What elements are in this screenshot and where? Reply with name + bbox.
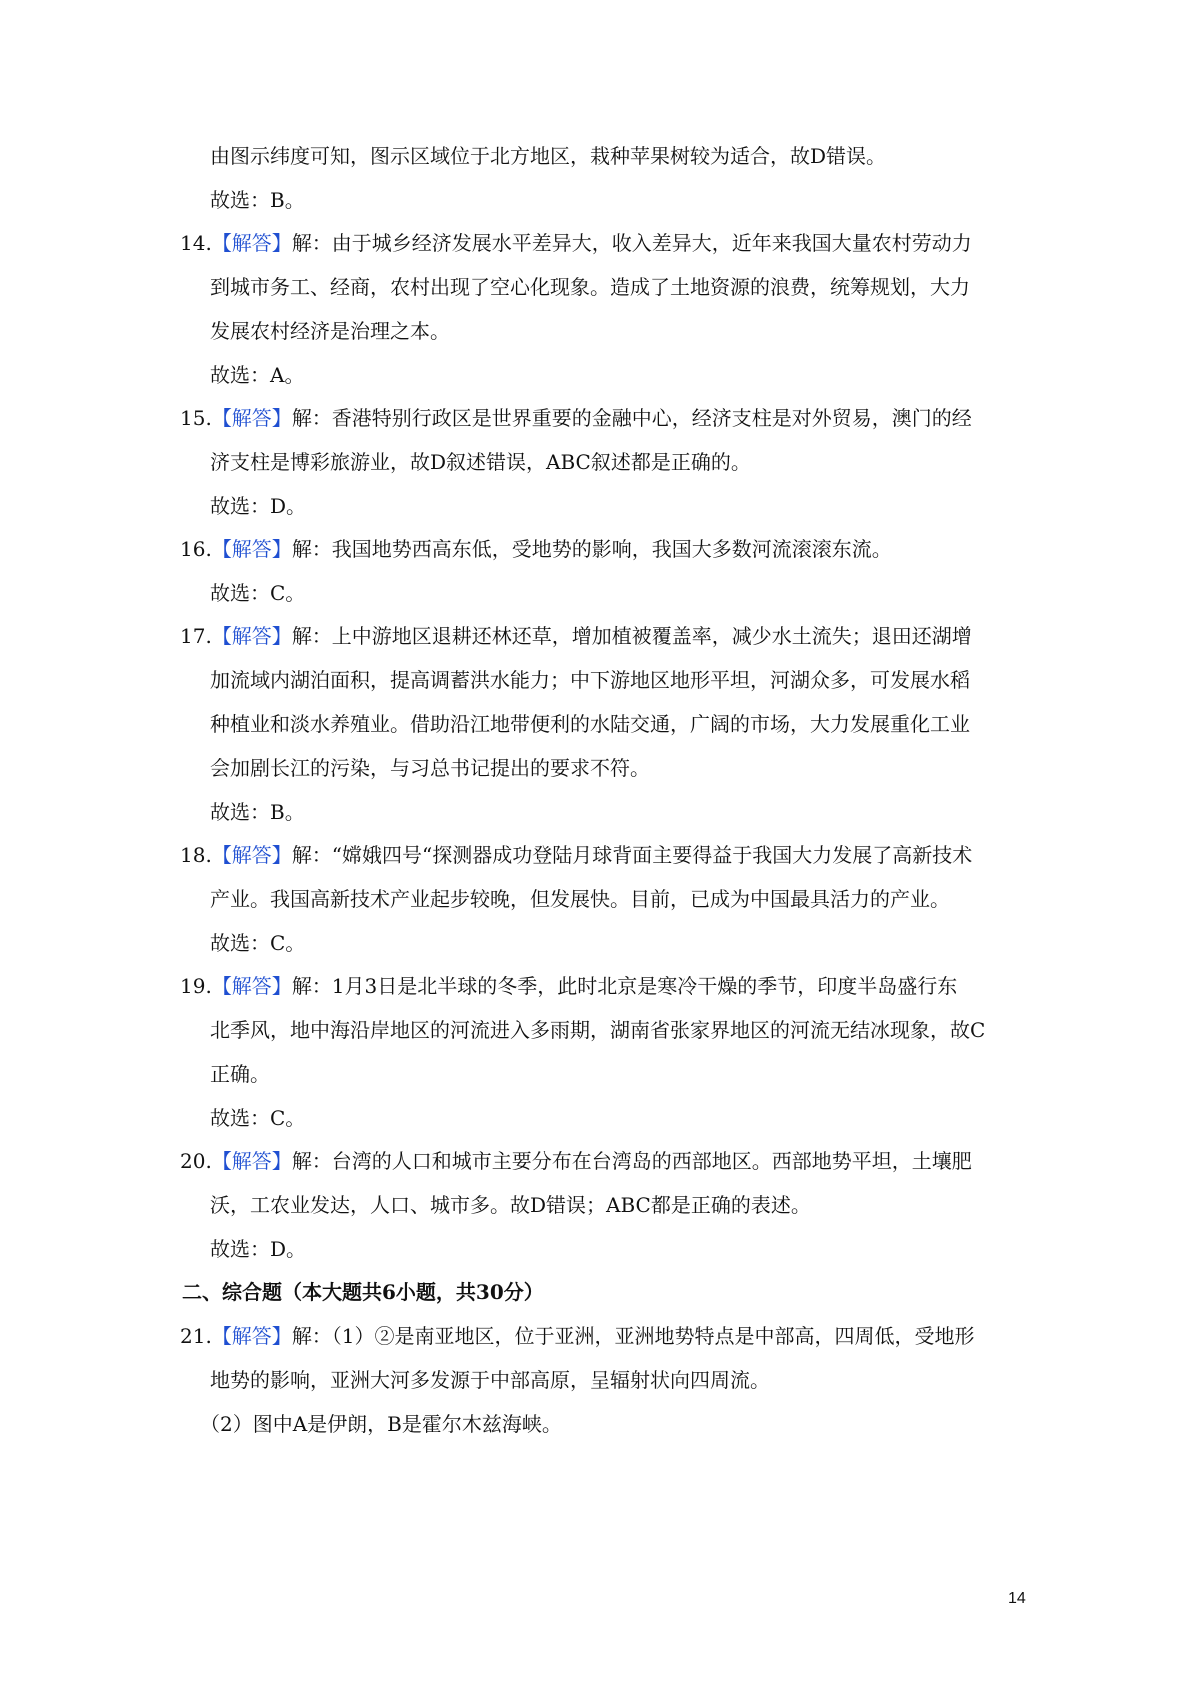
question-15: [180, 404, 972, 432]
text-line: 解：（1）②是南亚地区，位于亚洲，亚洲地势特点是中部高，四周低，受地形: [291, 1324, 975, 1348]
text-line: 解：1月3日是北半球的冬季，此时北京是寒冷干燥的季节，印度半岛盛行东: [291, 974, 958, 998]
answer-line: 故选：B。: [210, 800, 305, 824]
question-number: 20.: [180, 1149, 212, 1173]
page-number: 14: [1008, 1590, 1026, 1607]
text-line: （2）图中A是伊朗，B是霍尔木兹海峡。: [200, 1412, 562, 1436]
answer-line: 故选：B。: [210, 188, 305, 212]
question-20: [180, 1147, 972, 1175]
question-number: 18.: [180, 843, 212, 867]
answer-tag: 【解答】: [211, 1324, 292, 1348]
text-line: 北季风，地中海沿岸地区的河流进入多雨期，湖南省张家界地区的河流无结冰现象，故C: [210, 1018, 986, 1042]
text-line: 产业。我国高新技术产业起步较晚，但发展快。目前，已成为中国最具活力的产业。: [210, 887, 950, 911]
text-line: 解：上中游地区退耕还林还草，增加植被覆盖率，减少水土流失；退田还湖增: [291, 624, 972, 648]
text-line: 济支柱是博彩旅游业，故D叙述错误，ABC叙述都是正确的。: [210, 450, 751, 474]
answer-line: 故选：D。: [210, 494, 307, 518]
answer-line: 故选：C。: [210, 1106, 306, 1130]
question-19: [180, 972, 957, 1000]
answer-tag: 【解答】: [211, 974, 292, 998]
text-line: 地势的影响，亚洲大河多发源于中部高原，呈辐射状向四周流。: [210, 1368, 770, 1392]
text-line: 种植业和淡水养殖业。借助沿江地带便利的水陆交通，广阔的市场，大力发展重化工业: [210, 712, 970, 736]
answer-tag: 【解答】: [211, 843, 292, 867]
text-line: 会加剧长江的污染，与习总书记提出的要求不符。: [210, 756, 650, 780]
question-number: 17.: [180, 624, 212, 648]
text-line: 解：我国地势西高东低，受地势的影响，我国大多数河流滚滚东流。: [291, 537, 892, 561]
text-line: 沃，工农业发达，人口、城市多。故D错误；ABC都是正确的表述。: [210, 1193, 811, 1217]
question-21: [180, 1322, 975, 1350]
section-heading: 二、综合题（本大题共6小题，共30分）: [182, 1280, 544, 1304]
text-line: 加流域内湖泊面积，提高调蓄洪水能力；中下游地区地形平坦，河湖众多，可发展水稻: [210, 668, 970, 692]
text-line: 到城市务工、经商，农村出现了空心化现象。造成了土地资源的浪费，统筹规划，大力: [210, 275, 970, 299]
text-line: 解：香港特别行政区是世界重要的金融中心，经济支柱是对外贸易，澳门的经: [291, 406, 972, 430]
question-18: [180, 841, 972, 869]
text-line: 解：“嫦娥四号“探测器成功登陆月球背面主要得益于我国大力发展了高新技术: [291, 843, 973, 867]
answer-tag: 【解答】: [211, 231, 292, 255]
answer-tag: 【解答】: [211, 1149, 292, 1173]
text-line: 正确。: [210, 1062, 270, 1086]
question-number: 14.: [180, 231, 212, 255]
question-14: [180, 229, 972, 257]
question-number: 15.: [180, 406, 212, 430]
text-line: 发展农村经济是治理之本。: [210, 319, 450, 343]
question-number: 21.: [180, 1324, 212, 1348]
answer-line: 故选：D。: [210, 1237, 307, 1261]
answer-tag: 【解答】: [211, 624, 292, 648]
question-16: [180, 535, 892, 563]
answer-line: 故选：C。: [210, 581, 306, 605]
text-line: 解：由于城乡经济发展水平差异大，收入差异大，近年来我国大量农村劳动力: [291, 231, 972, 255]
answer-line: 故选：A。: [210, 363, 305, 387]
text-line: 解：台湾的人口和城市主要分布在台湾岛的西部地区。西部地势平坦，土壤肥: [291, 1149, 972, 1173]
answer-line: 故选：C。: [210, 931, 306, 955]
question-number: 16.: [180, 537, 212, 561]
text-line: 由图示纬度可知，图示区域位于北方地区，栽种苹果树较为适合，故D错误。: [210, 144, 887, 168]
answer-tag: 【解答】: [211, 406, 292, 430]
question-number: 19.: [180, 974, 212, 998]
question-17: [180, 622, 972, 650]
answer-tag: 【解答】: [211, 537, 292, 561]
